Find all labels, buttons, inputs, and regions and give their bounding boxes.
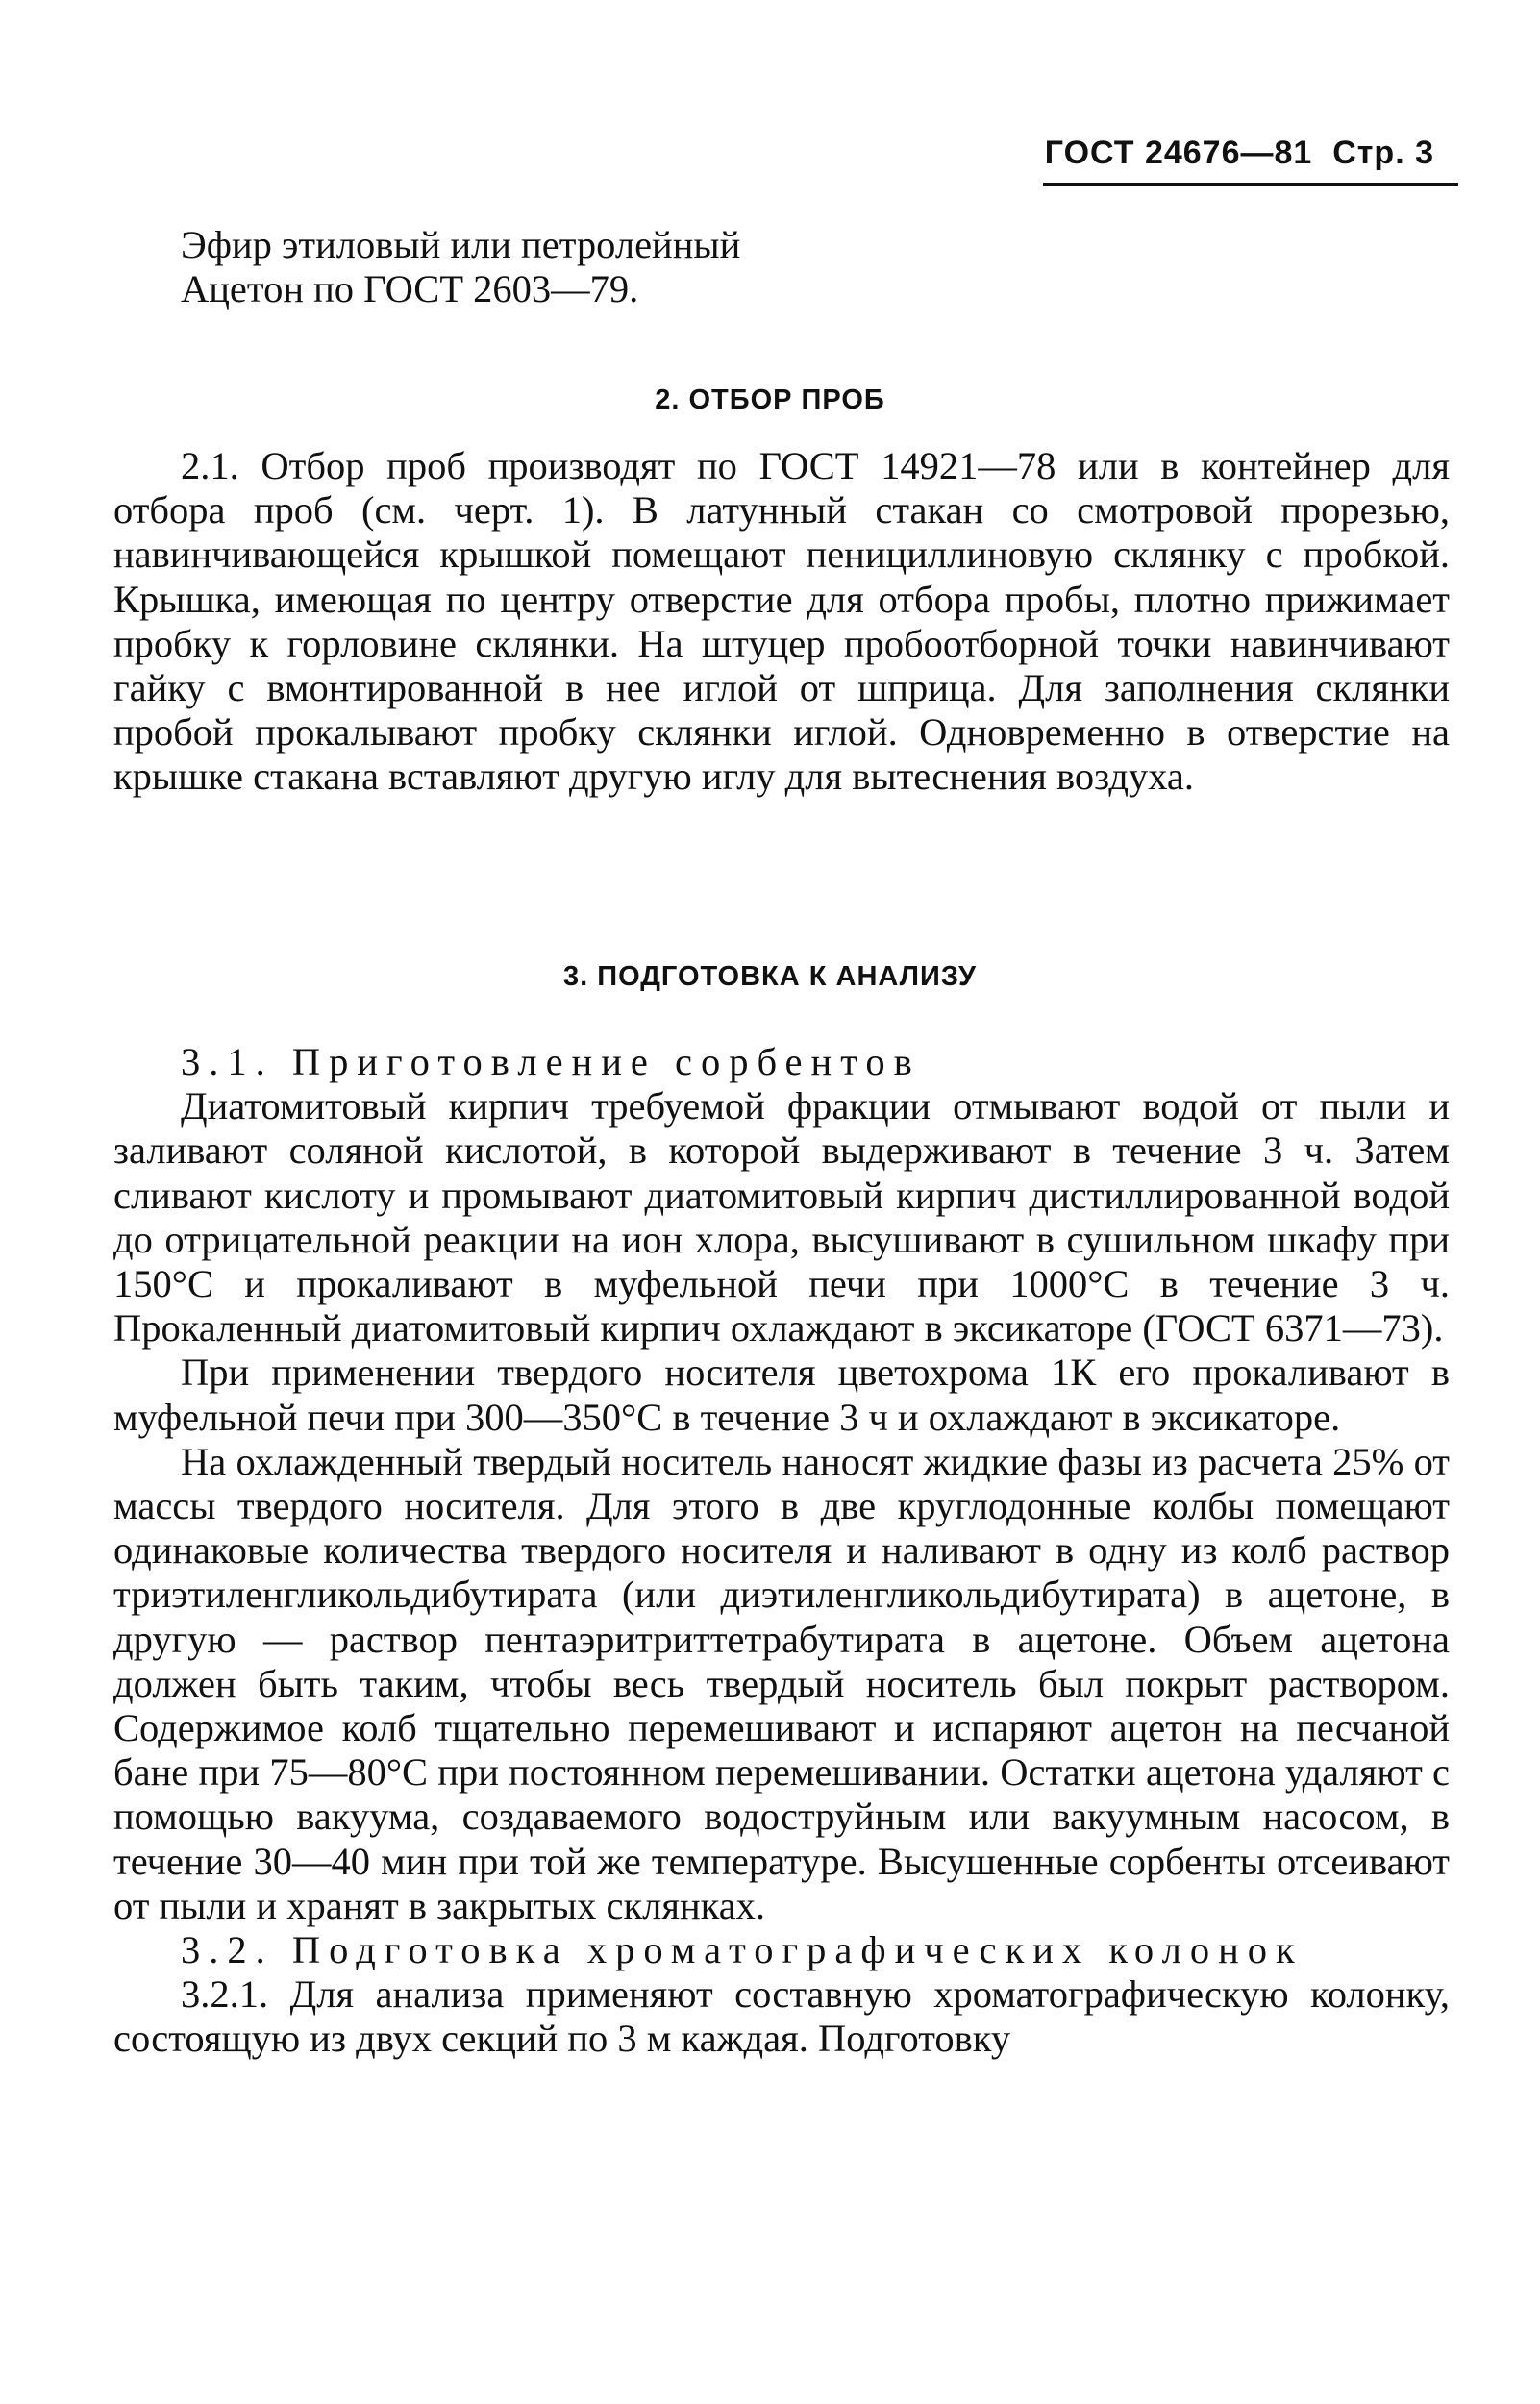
section-3-title: 3. ПОДГОТОВКА К АНАЛИЗУ: [563, 961, 977, 992]
section-2-body: [113, 444, 1450, 800]
paragraph: При применении твердого носителя цветохрома 1К его прокаливают в муфельной печи при 300—350°С в течение 3 ч и охлаждают в эксикаторе.: [113, 1351, 1450, 1439]
paragraph: 3.2.1. Для анализа применяют составную хроматографическую колонку, состоящую из двух секций по 3 м каждая. Подготовку: [113, 1972, 1450, 2061]
reagents-list: [113, 223, 1450, 311]
reagent-line: Эфир этиловый или петролейный: [181, 223, 741, 266]
paragraph: На охлажденный твердый носитель наносят жидкие фазы из расчета 25% от массы твердого носителя. Для этого в две круглодонные колбы помещают одинаковые количества твердого носителя и наливают в одну из колб раствор триэтиленгликольдибутирата (или диэтиленгликольдибутирата) в ацетоне, в другую — раствор пентаэритриттетрабутирата в ацетоне. Объем ацетона должен быть таким, чтобы весь твердый носитель был покрыт раствором. Содержимое колб тщательно перемешивают и испаряют ацетон на песчаной бане при 75—80°С при постоянном перемешивании. Остатки ацетона удаляют с помощью вакуума, создаваемого водоструйным или вакуумным насосом, в течение 30—40 мин при той же температуре. Высушенные сорбенты отсеивают от пыли и хранят в закрытых склянках.: [113, 1439, 1450, 1927]
paragraph: 2.1. Отбор проб производят по ГОСТ 14921—78 или в контейнер для отбора проб (см. черт. 1). В латунный стакан со смотровой прорезью, навинчивающейся крышкой помещают пенициллиновую склянку с пробкой. Крышка, имеющая по центру отверстие для отбора пробы, плотно прижимает пробку к горловине склянки. На штуцер пробоотборной точки навинчивают гайку с вмонтированной в нее иглой от шприца. Для заполнения склянки пробой прокалывают пробку склянки иглой. Одновременно в отверстие на крышке стакана вставляют другую иглу для вытеснения воздуха.: [113, 444, 1450, 799]
subsection-3-1-title: 3.1. Приготовление сорбентов: [181, 1040, 921, 1083]
header-rule: [1043, 183, 1458, 186]
standard-number: ГОСТ 24676—81: [1044, 135, 1313, 171]
page-number: Стр. 3: [1332, 135, 1434, 171]
subsection-3-2-title: 3.2. Подготовка хроматографических колонок: [181, 1928, 1304, 1972]
page-header: [1045, 135, 1434, 172]
section-3-body: [113, 1040, 1450, 2062]
reagent-line: Ацетон по ГОСТ 2603—79.: [181, 267, 639, 311]
paragraph: Диатомитовый кирпич требуемой фракции отмывают водой от пыли и заливают соляной кислотой, в которой выдерживают в течение 3 ч. Затем сливают кислоту и промывают диатомитовый кирпич дистиллированной водой до отрицательной реакции на ион хлора, высушивают в сушильном шкафу при 150°С и прокаливают в муфельной печи при 1000°С в течение 3 ч. Прокаленный диатомитовый кирпич охлаждают в эксикаторе (ГОСТ 6371—73).: [113, 1084, 1450, 1351]
section-2-title: 2. ОТБОР ПРОБ: [655, 384, 885, 415]
